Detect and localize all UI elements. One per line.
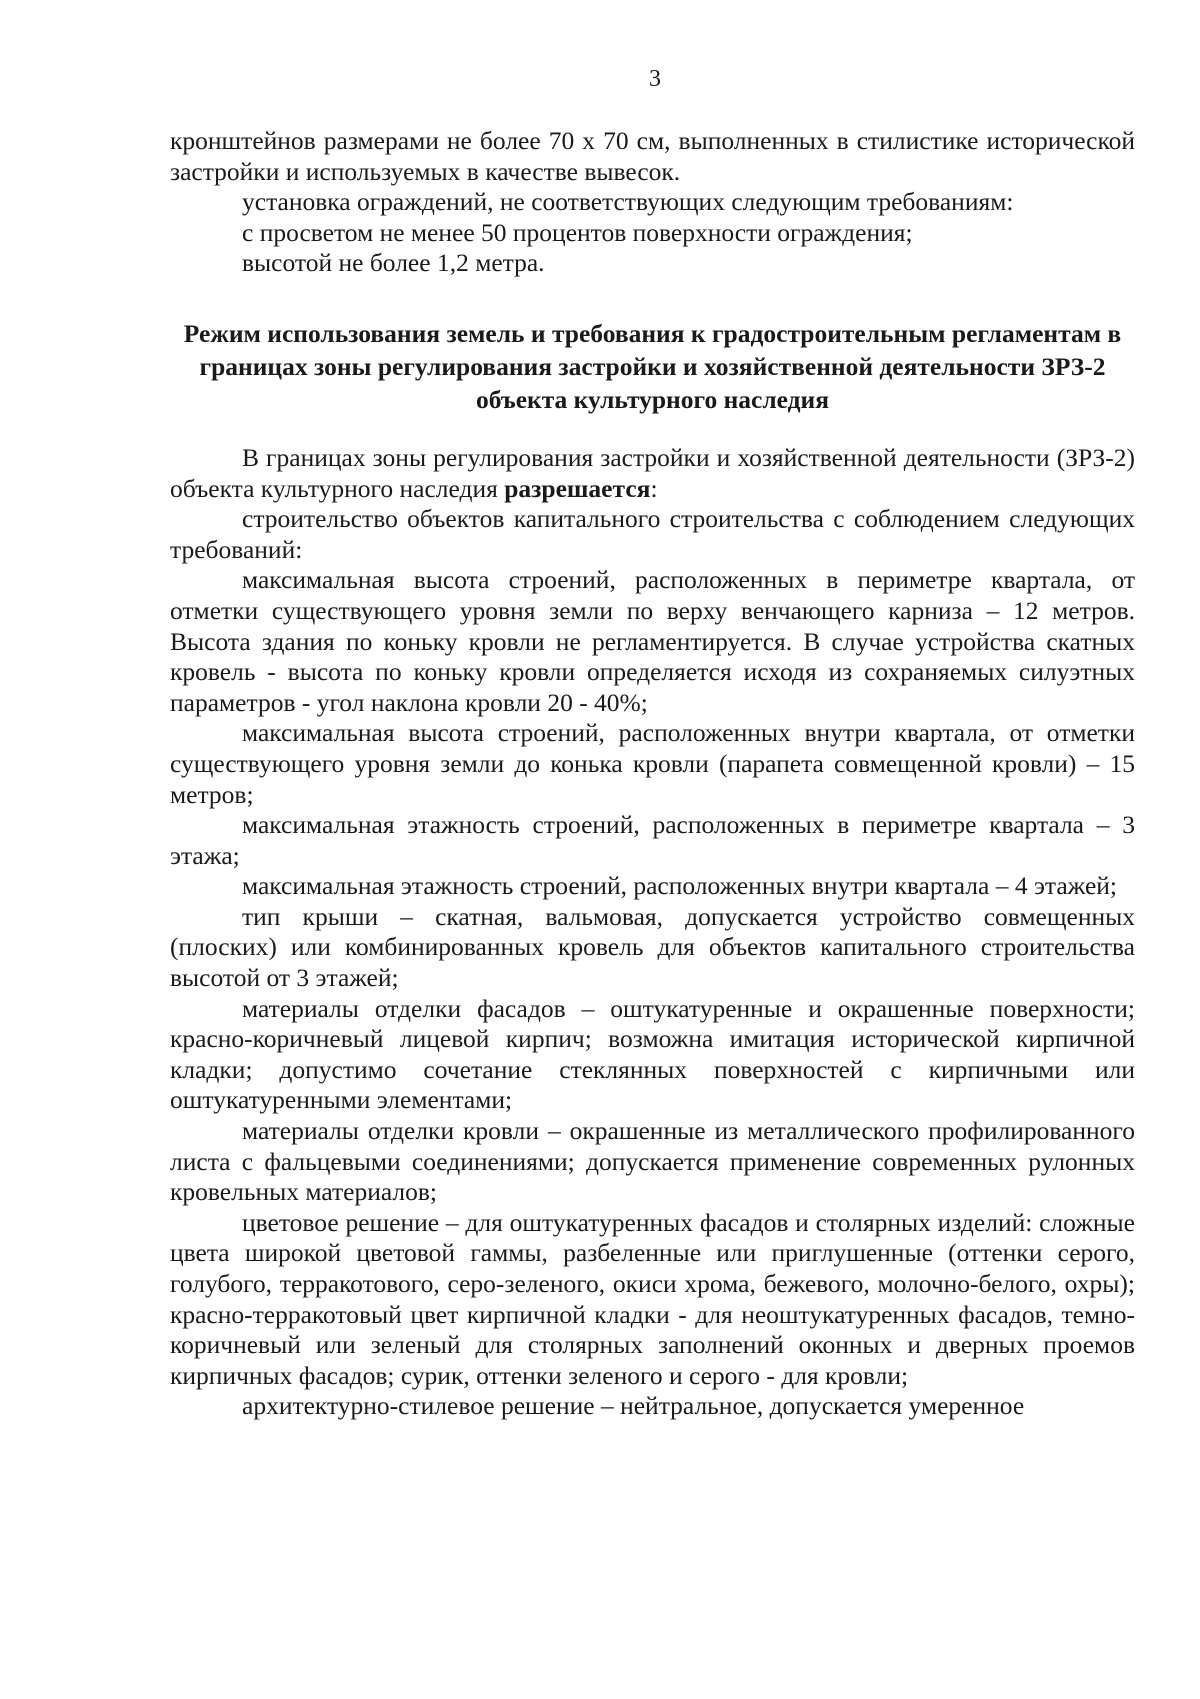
section-intro (170, 443, 1135, 504)
requirement-paragraph: максимальная этажность строений, расположенных внутри квартала – 4 этажей; (242, 871, 1117, 901)
intro-text: В границах зоны регулирования застройки и хозяйственной деятельности (ЗРЗ-2) объекта культурного наследия (170, 442, 1135, 503)
requirement-paragraph: материалы отделки фасадов – оштукатуренные и окрашенные поверхности; красно-коричневый лицевой кирпич; возможна имитация исторической кирпичной кладки; допустимо сочетание стеклянных поверхностей с кирпичными или оштукатуренными элементами; (170, 993, 1135, 1115)
paragraph: кронштейнов размерами не более 70 х 70 см, выполненных в стилистике исторической застройки и используемых в качестве вывесок. (170, 126, 1135, 186)
paragraph: высотой не более 1,2 метра. (242, 248, 545, 278)
intro-bold-text: разрешается (504, 473, 651, 503)
requirement-paragraph: материалы отделки кровли – окрашенные из металлического профилированного листа с фальцевыми соединениями; допускается применение современных рулонных кровельных материалов; (170, 1116, 1135, 1207)
requirement-paragraph: тип крыши – скатная, вальмовая, допускается устройство совмещенных (плоских) или комбинированных кровель для объектов капитального строительства высотой от 3 этажей; (170, 901, 1135, 993)
page-number: 3 (649, 66, 661, 92)
requirement-paragraph: архитектурно-стилевое решение – нейтральное, допускается умеренное (242, 1391, 1025, 1421)
requirement-paragraph: максимальная высота строений, расположенных внутри квартала, от отметки существующего уровня земли до конька кровли (парапета совмещенной кровли) – 15 метров; (170, 718, 1135, 809)
document-body (170, 126, 1135, 1422)
requirement-paragraph: максимальная этажность строений, расположенных в периметре квартала – 3 этажа; (170, 810, 1135, 870)
intro-suffix: : (650, 473, 658, 503)
requirement-paragraph: строительство объектов капитального строительства с соблюдением следующих требований: (170, 504, 1135, 564)
paragraph: с просветом не менее 50 процентов поверхности ограждения; (242, 217, 913, 247)
requirement-paragraph: цветовое решение – для оштукатуренных фасадов и столярных изделий: сложные цвета широкой цветовой гаммы, разбеленные или приглушенные (оттенки серого, голубого, терракотового, серо-зеленого, окиси хрома, бежевого, молочно-белого, охры); красно-терракотовый цвет кирпичной кладки - для неоштукатуренных фасадов, темно-коричневый или зеленый для столярных заполнений оконных и дверных проемов кирпичных фасадов; сурик, оттенки зеленого и серого - для кровли; (170, 1207, 1135, 1390)
section-heading: Режим использования земель и требования к градостроительным регламентам в границах зоны регулирования застройки и хозяйственной деятельности ЗРЗ-2 объекта культурного наследия (183, 318, 1122, 414)
paragraph: установка ограждений, не соответствующих следующим требованиям: (242, 187, 1014, 217)
requirement-paragraph: максимальная высота строений, расположенных в периметре квартала, от отметки существующего уровня земли по верху венчающего карниза – 12 метров. Высота здания по коньку кровли не регламентируется. В случае устройства скатных кровель - высота по коньку кровли определяется исходя из сохраняемых силуэтных параметров - угол наклона кровли 20 - 40%; (170, 565, 1135, 717)
